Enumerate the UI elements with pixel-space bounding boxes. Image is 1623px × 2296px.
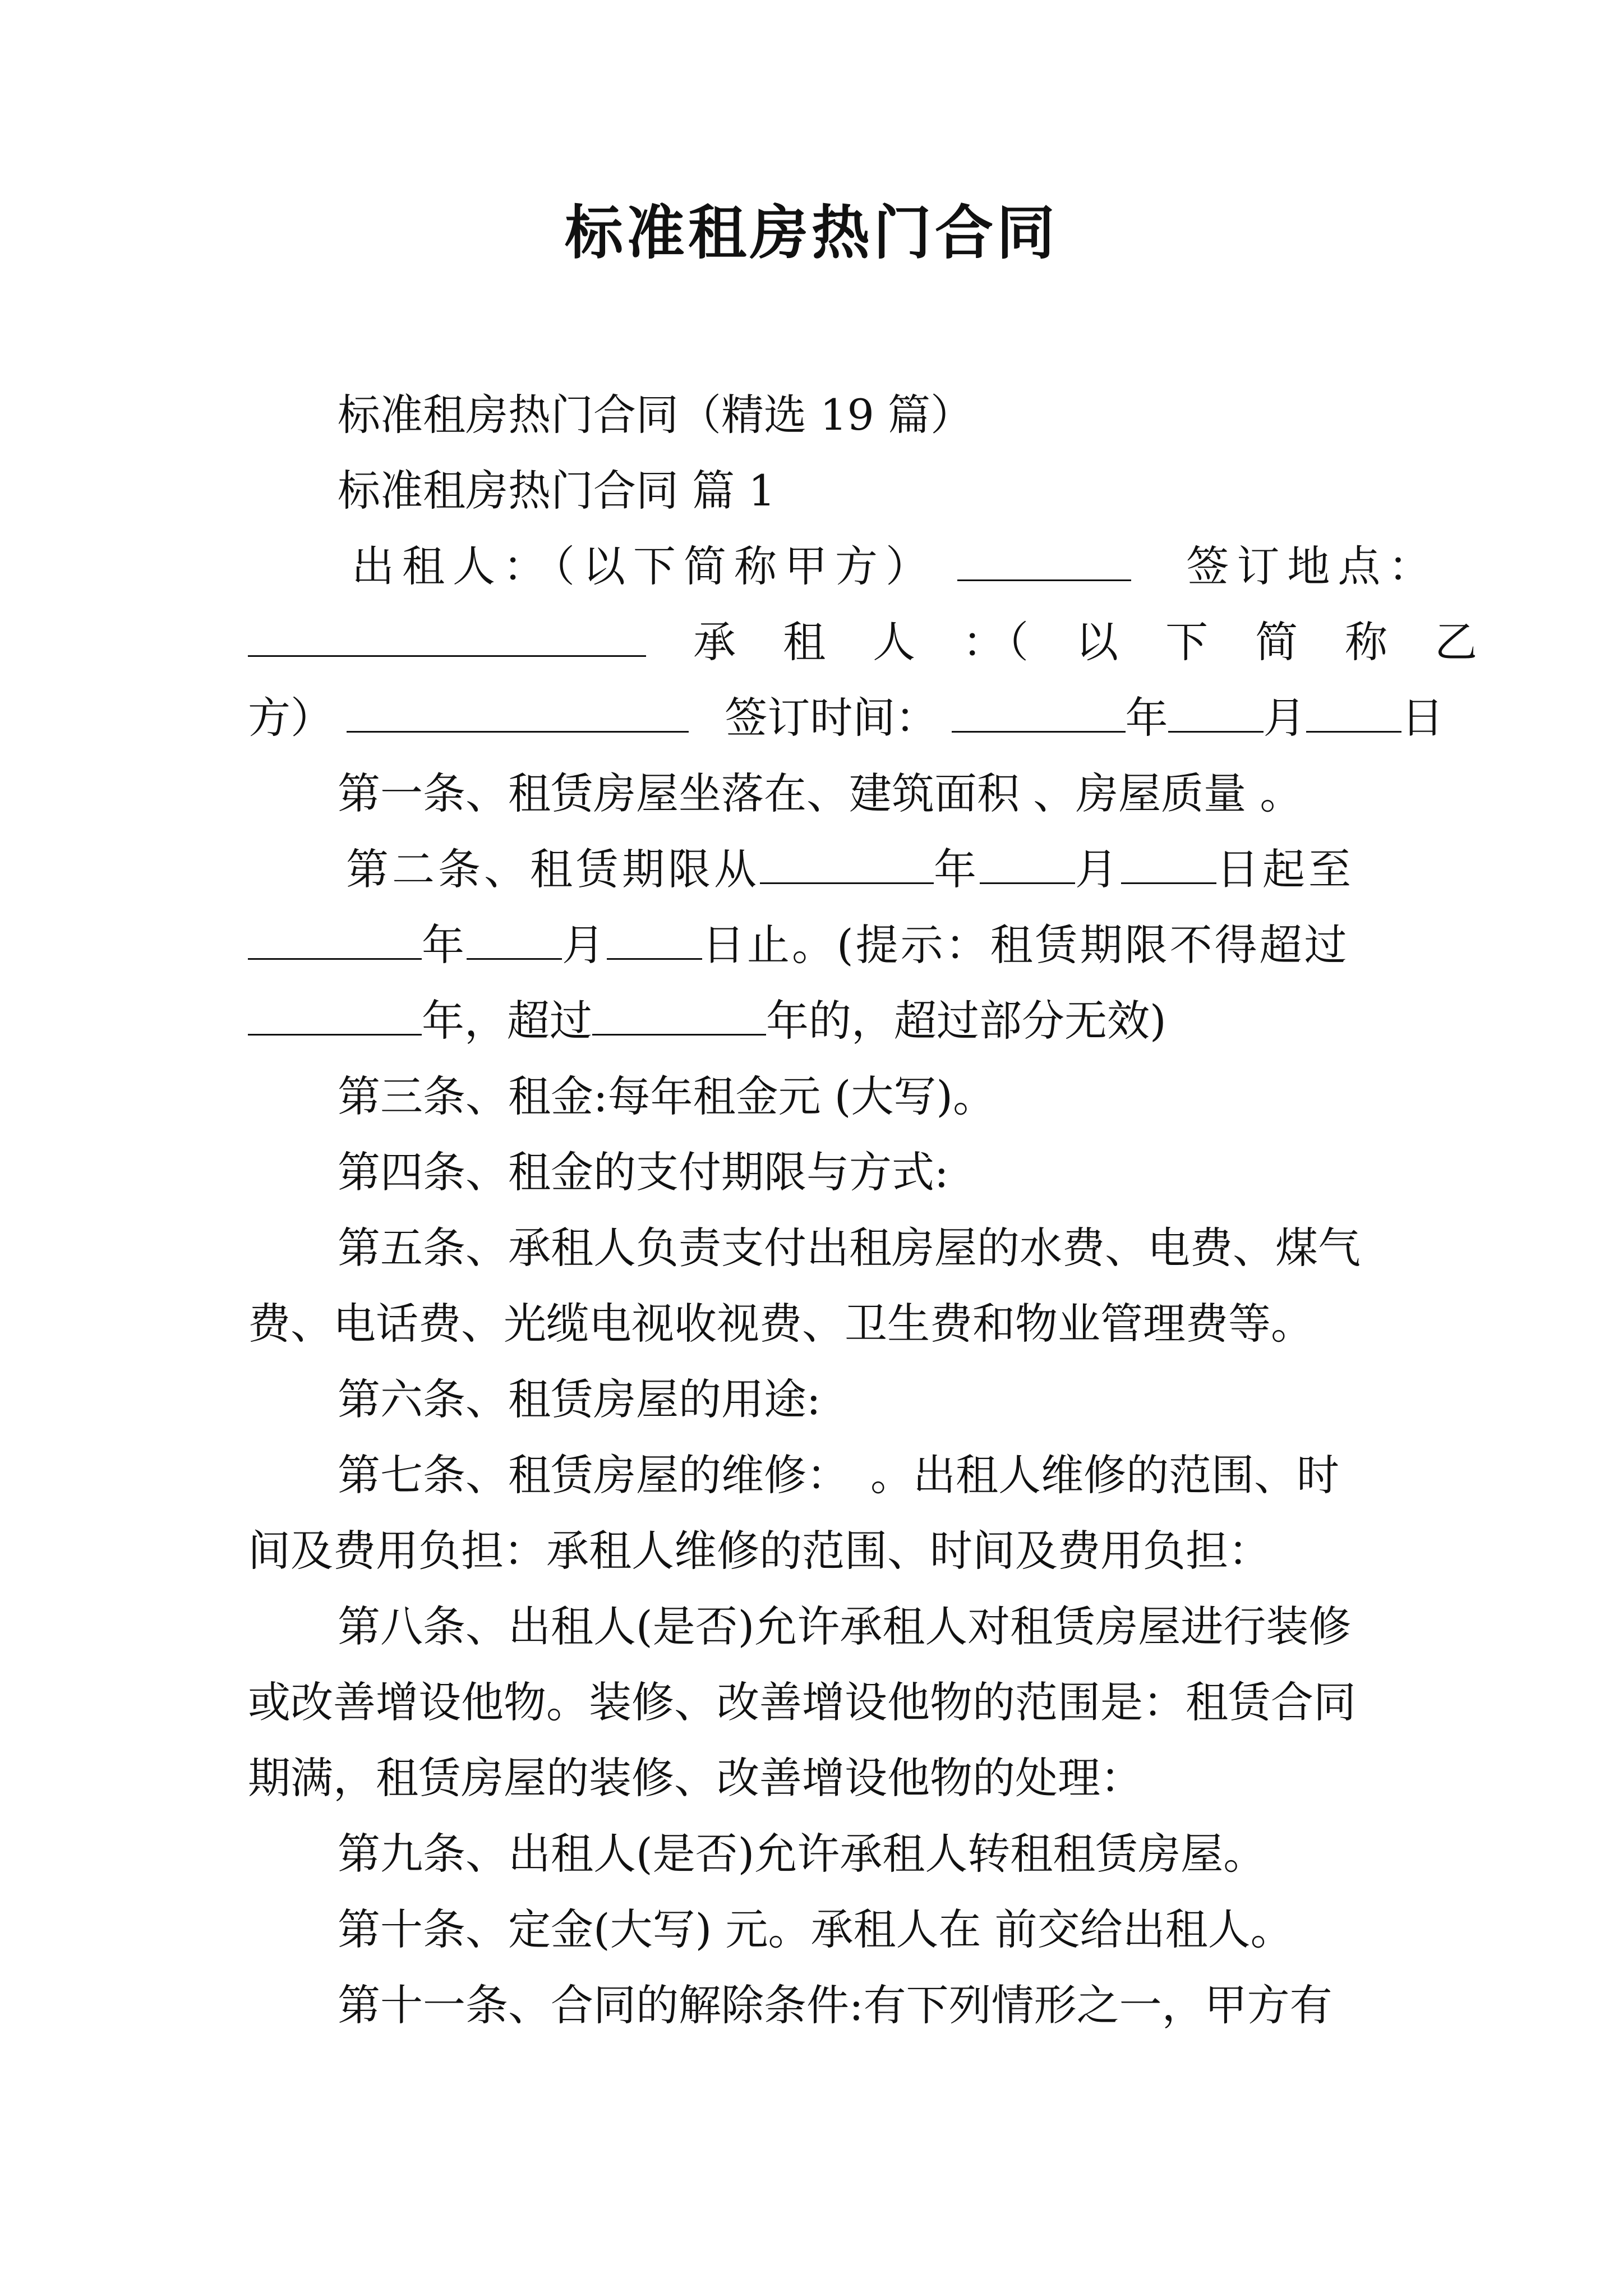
- subtitle: 标准租房热门合同（精选 19 篇）: [338, 390, 974, 440]
- section-heading: 标准租房热门合同 篇 1: [338, 466, 776, 516]
- month-label: 月: [1263, 693, 1306, 743]
- article-7-line-2: 间及费用负担：承租人维修的范围、时间及费用负担：: [248, 1526, 1271, 1576]
- signing-place-label: 签订地点：: [1186, 541, 1439, 591]
- term-start-month-label: 月: [1075, 844, 1121, 894]
- signing-time-label: 签订时间：: [725, 693, 938, 743]
- term-end-year-label: 年: [422, 920, 467, 970]
- article-2-line-2: [248, 914, 1349, 976]
- term-start-day-label: 日起至: [1216, 844, 1354, 894]
- document-title: 标准租房热门合同: [564, 198, 1058, 267]
- article-8-line-3: 期满，租赁房屋的装修、改善增设他物的处理：: [248, 1753, 1143, 1803]
- signing-time-line: [248, 687, 1444, 749]
- lessee-label-end: 方）: [248, 693, 333, 743]
- term-start-year-blank: [760, 846, 934, 884]
- article-5-line-1: 第五条、承租人负责支付出租房屋的水费、电费、煤气: [338, 1223, 1361, 1273]
- month-blank: [1168, 695, 1264, 733]
- lessor-blank: [957, 544, 1131, 581]
- signing-place-blank: [248, 619, 646, 657]
- party-lessor-line: [248, 536, 1438, 597]
- article-6: 第六条、租赁房屋的用途:: [338, 1374, 821, 1424]
- article-1: 第一条、租赁房屋坐落在、建筑面积 、房屋质量 。: [338, 769, 1303, 818]
- lessor-label: 出租人：（以下简称甲方）: [352, 541, 936, 591]
- term-end-day-label: 日止。(提示：租赁期限不得超过: [702, 920, 1349, 970]
- article-5-line-2: 费、电话费、光缆电视收视费、卫生费和物业管理费等。: [248, 1299, 1313, 1349]
- term-limit-blank: [248, 998, 422, 1036]
- lessee-label: 承 租 人 ：（ 以 下 简 称 乙: [693, 617, 1480, 667]
- term-start-month-blank: [980, 846, 1075, 884]
- article-2-start: 第二条、租赁期限从: [346, 844, 760, 894]
- term-end-day-blank: [607, 922, 702, 960]
- lessee-blank: [347, 695, 689, 733]
- article-2-line-1: [248, 839, 1354, 900]
- article-11-line-1: 第十一条、合同的解除条件:有下列情形之一，甲方有: [338, 1980, 1332, 2030]
- day-label: 日: [1401, 693, 1444, 743]
- term-end-month-label: 月: [562, 920, 607, 970]
- article-8-line-1: 第八条、出租人(是否)允许承租人对租赁房屋进行装修: [338, 1602, 1352, 1651]
- party-lessee-line: [248, 611, 1479, 673]
- term-end-year-blank: [248, 922, 422, 960]
- term-limit-label: 年，超过: [422, 996, 592, 1046]
- article-9: 第九条、出租人(是否)允许承租人转租租赁房屋。: [338, 1829, 1266, 1879]
- term-start-year-label: 年: [934, 844, 980, 894]
- article-2-line-3: [248, 990, 1166, 1052]
- term-end-month-blank: [467, 922, 562, 960]
- article-10: 第十条、定金(大写) 元。承租人在 前交给出租人。: [338, 1904, 1293, 1954]
- article-3: 第三条、租金:每年租金元 (大写)。: [338, 1071, 996, 1121]
- year-label: 年: [1125, 693, 1168, 743]
- year-blank: [952, 695, 1126, 733]
- day-blank: [1306, 695, 1401, 733]
- article-8-line-2: 或改善增设他物。装修、改善增设他物的范围是：租赁合同: [248, 1677, 1356, 1727]
- term-exceed-blank: [592, 998, 766, 1036]
- article-7-line-1: 第七条、租赁房屋的维修： 。出租人维修的范围、时: [338, 1450, 1339, 1500]
- term-start-day-blank: [1121, 846, 1216, 884]
- term-exceed-label: 年的，超过部分无效): [766, 996, 1166, 1046]
- article-4: 第四条、租金的支付期限与方式:: [338, 1147, 949, 1197]
